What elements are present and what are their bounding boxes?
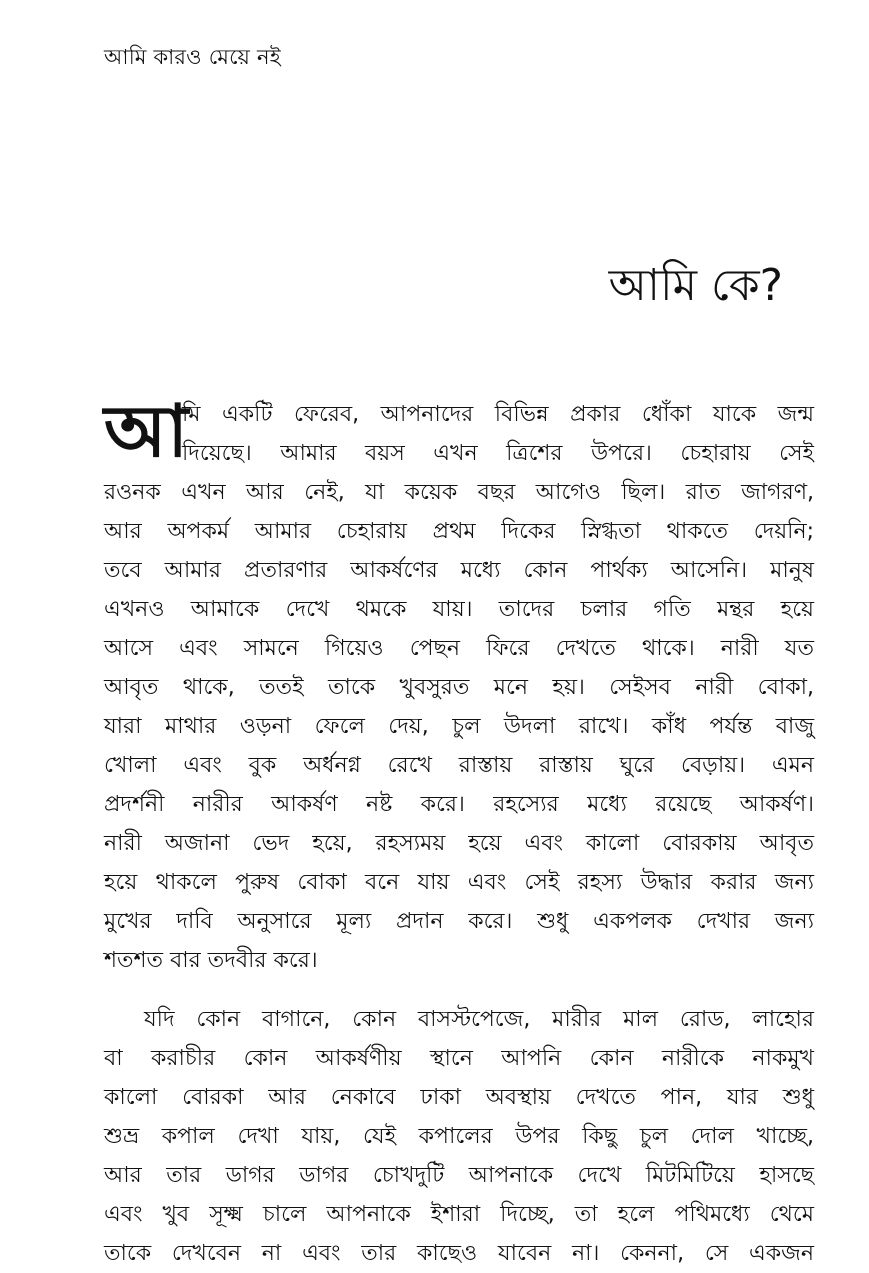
body-text [104,389,814,1273]
drop-cap: আ [104,389,186,473]
running-header: আমি কারও মেয়ে নই [104,45,281,69]
text-line: খোলা এবং বুক অর্ধনগ্ন রেখে রাস্তায় রাস্তায় ঘুরে বেড়ায়। এমন [104,753,814,778]
text-line: দিয়েছে। আমার বয়স এখন ত্রিশের উপরে। চেহারায় সেই [182,441,814,466]
text-line: এখনও আমাকে দেখে থমকে যায়। তাদের চলার গতি মন্থর হয়ে [104,597,814,622]
text-line: আর অপকর্ম আমার চেহারায় প্রথম দিকের স্নিগ্ধতা থাকতে দেয়নি; [104,519,814,544]
text-line: শতশত বার তদবীর করে। [104,948,318,973]
text-line: শুভ্র কপাল দেখা যায়, যেই কপালের উপর কিছু চুল দোল খাচ্ছে, [104,1124,814,1149]
text-line: আসে এবং সামনে গিয়েও পেছন ফিরে দেখতে থাকে। নারী যত [104,636,814,661]
text-line: এবং খুব সূক্ষ্ম চালে আপনাকে ইশারা দিচ্ছে, তা হলে পথিমধ্যে থেমে [104,1202,814,1227]
text-line: মুখের দাবি অনুসারে মূল্য প্রদান করে। শুধু একপলক দেখার জন্য [104,909,814,934]
text-line: মি একটি ফেরেব, আপনাদের বিভিন্ন প্রকার ধোঁকা যাকে জন্ম [182,402,814,427]
text-line: যদি কোন বাগানে, কোন বাসস্টপেজে, মারীর মাল রোড, লাহোর [144,1007,814,1032]
text-line: আর তার ডাগর ডাগর চোখদুটি আপনাকে দেখে মিটমিটিয়ে হাসছে [104,1163,814,1188]
paragraph-2 [104,1000,814,1273]
text-line: তবে আমার প্রতারণার আকর্ষণের মধ্যে কোন পার্থক্য আসেনি। মানুষ [104,558,814,583]
text-line: রওনক এখন আর নেই, যা কয়েক বছর আগেও ছিল। রাত জাগরণ, [104,480,814,505]
text-line: কালো বোরকা আর নেকাবে ঢাকা অবস্থায় দেখতে পান, যার শুধু [104,1085,814,1110]
text-line: আবৃত থাকে, ততই তাকে খুবসুরত মনে হয়। সেইসব নারী বোকা, [104,675,814,700]
text-line: তাকে দেখবেন না এবং তার কাছেও যাবেন না। কেননা, সে একজন [104,1241,814,1266]
paragraph-gap [104,980,814,1000]
paragraph-1 [104,389,814,473]
chapter-title: আমি কে? [608,260,783,311]
text-line: নারী অজানা ভেদ হয়ে, রহস্যময় হয়ে এবং কালো বোরকায় আবৃত [104,831,814,856]
text-line: প্রদর্শনী নারীর আকর্ষণ নষ্ট করে। রহস্যের মধ্যে রয়েছে আকর্ষণ। [104,792,814,817]
paragraph-1-continued [104,473,814,980]
text-line: বা করাচীর কোন আকর্ষণীয় স্থানে আপনি কোন নারীকে নাকমুখ [104,1046,814,1071]
text-line: যারা মাথার ওড়না ফেলে দেয়, চুল উদলা রাখে। কাঁধ পর্যন্ত বাজু [104,714,814,739]
text-line: হয়ে থাকলে পুরুষ বোকা বনে যায় এবং সেই রহস্য উদ্ধার করার জন্য [104,870,814,895]
